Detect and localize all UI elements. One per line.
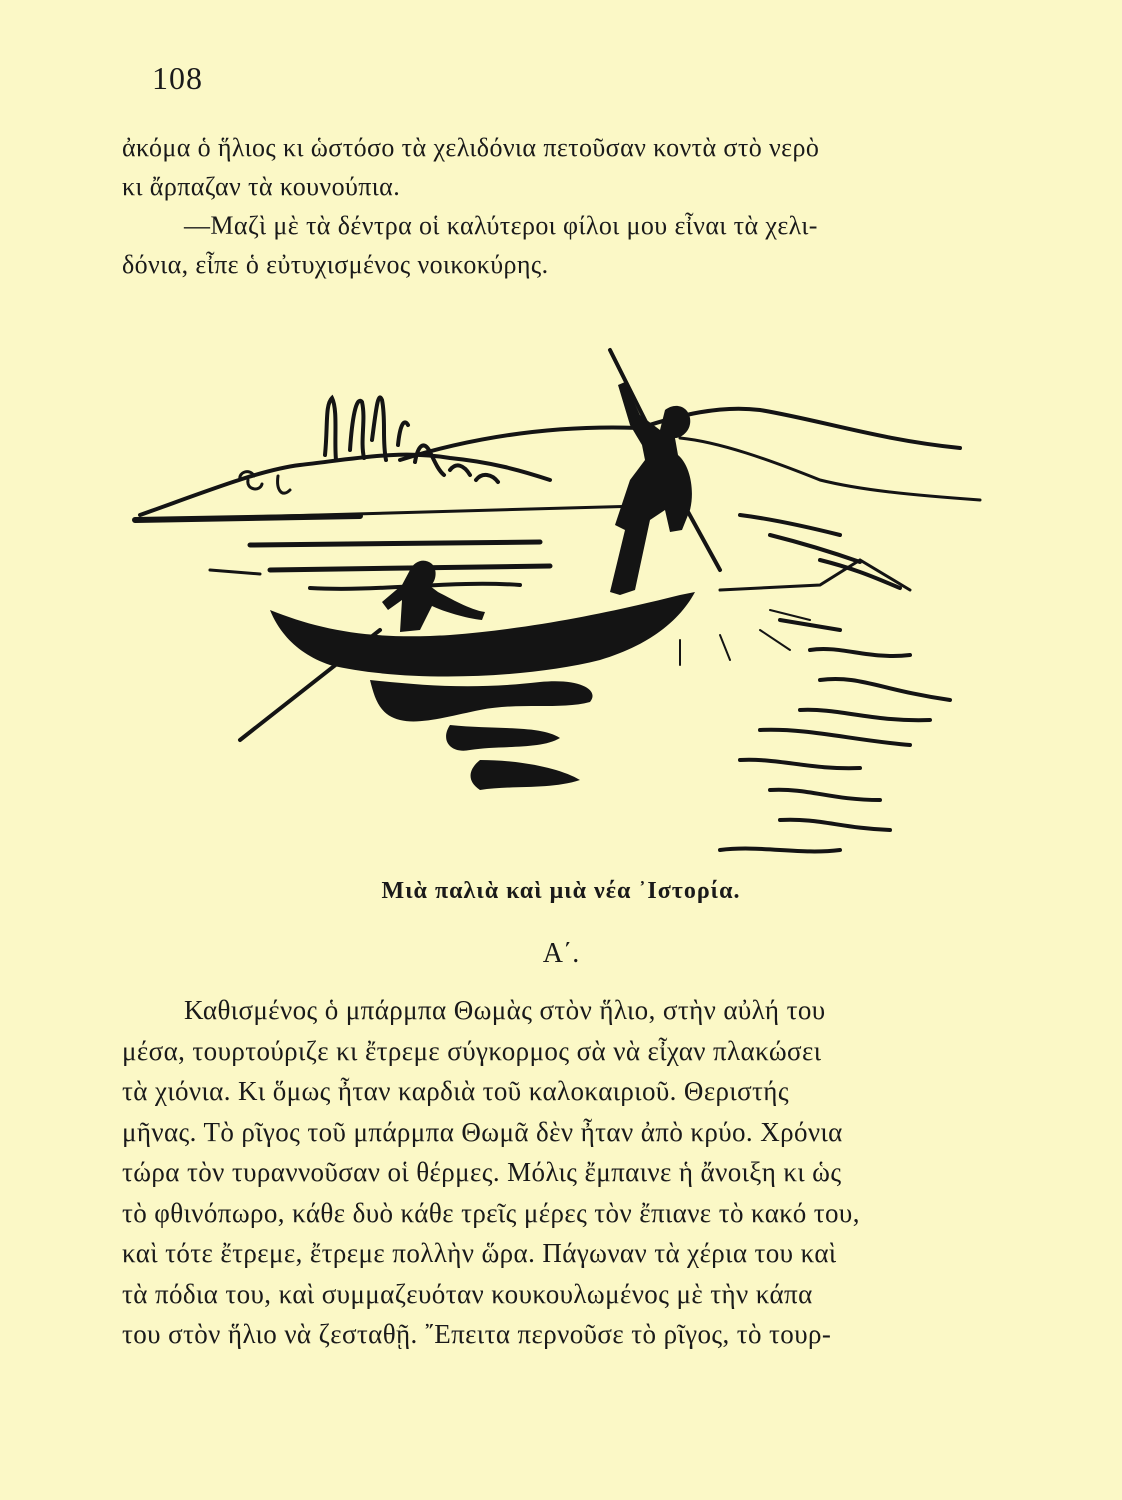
text-line: τὰ πόδια του, καὶ συμμαζευόταν κουκουλωμένος μὲ τὴν κάπα	[122, 1278, 813, 1309]
boat-fishermen-illustration	[120, 330, 1020, 860]
illustration-caption: Μιὰ παλιὰ καὶ μιὰ νέα ᾿Ιστορία.	[381, 878, 741, 904]
opening-paragraph	[122, 128, 1052, 284]
text-line: μέσα, τουρτούριζε κι ἔτρεμε σύγκορμος σὰ νὰ εἶχαν πλακώσει	[122, 1035, 822, 1066]
text-line: καὶ τότε ἔτρεμε, ἔτρεμε πολλὴν ὥρα. Πάγωναν τὰ χέρια του καὶ	[122, 1238, 837, 1268]
text-line: του στὸν ἥλιο νὰ ζεσταθῇ. ῎Επειτα περνοῦσε τὸ ρῖγος, τὸ τουρ-	[122, 1319, 832, 1349]
text-line: —Μαζὶ μὲ τὰ δέντρα οἱ καλύτεροι φίλοι μου εἶναι τὰ χελι-	[184, 211, 818, 240]
text-line: δόνια, εἶπε ὁ εὐτυχισμένος νοικοκύρης.	[122, 250, 549, 279]
page-number: 108	[152, 60, 203, 96]
text-line: μῆνας. Τὸ ρῖγος τοῦ μπάρμπα Θωμᾶ δὲν ἦταν ἀπὸ κρύο. Χρόνια	[122, 1116, 843, 1147]
text-line: τὸ φθινόπωρο, κάθε δυὸ κάθε τρεῖς μέρες τὸν ἔπιανε τὸ κακό του,	[122, 1197, 860, 1228]
text-line: τώρα τὸν τυραννοῦσαν οἱ θέρμες. Μόλις ἔμπαινε ἡ ἄνοιξη κι ὡς	[122, 1157, 842, 1187]
text-line: ἀκόμα ὁ ἥλιος κι ὡστόσο τὰ χελιδόνια πετοῦσαν κοντὰ στὸ νερὸ	[122, 133, 820, 162]
text-line: κι ἄρπαζαν τὰ κουνούπια.	[122, 172, 401, 201]
text-line: τὰ χιόνια. Κι ὅμως ἦταν καρδιὰ τοῦ καλοκαιριοῦ. Θεριστής	[122, 1076, 789, 1106]
text-line: Καθισμένος ὁ μπάρμπα Θωμὰς στὸν ἥλιο, στὴν αὐλή του	[184, 995, 826, 1025]
section-heading: Α΄.	[542, 938, 580, 969]
story-paragraph	[122, 990, 1052, 1355]
